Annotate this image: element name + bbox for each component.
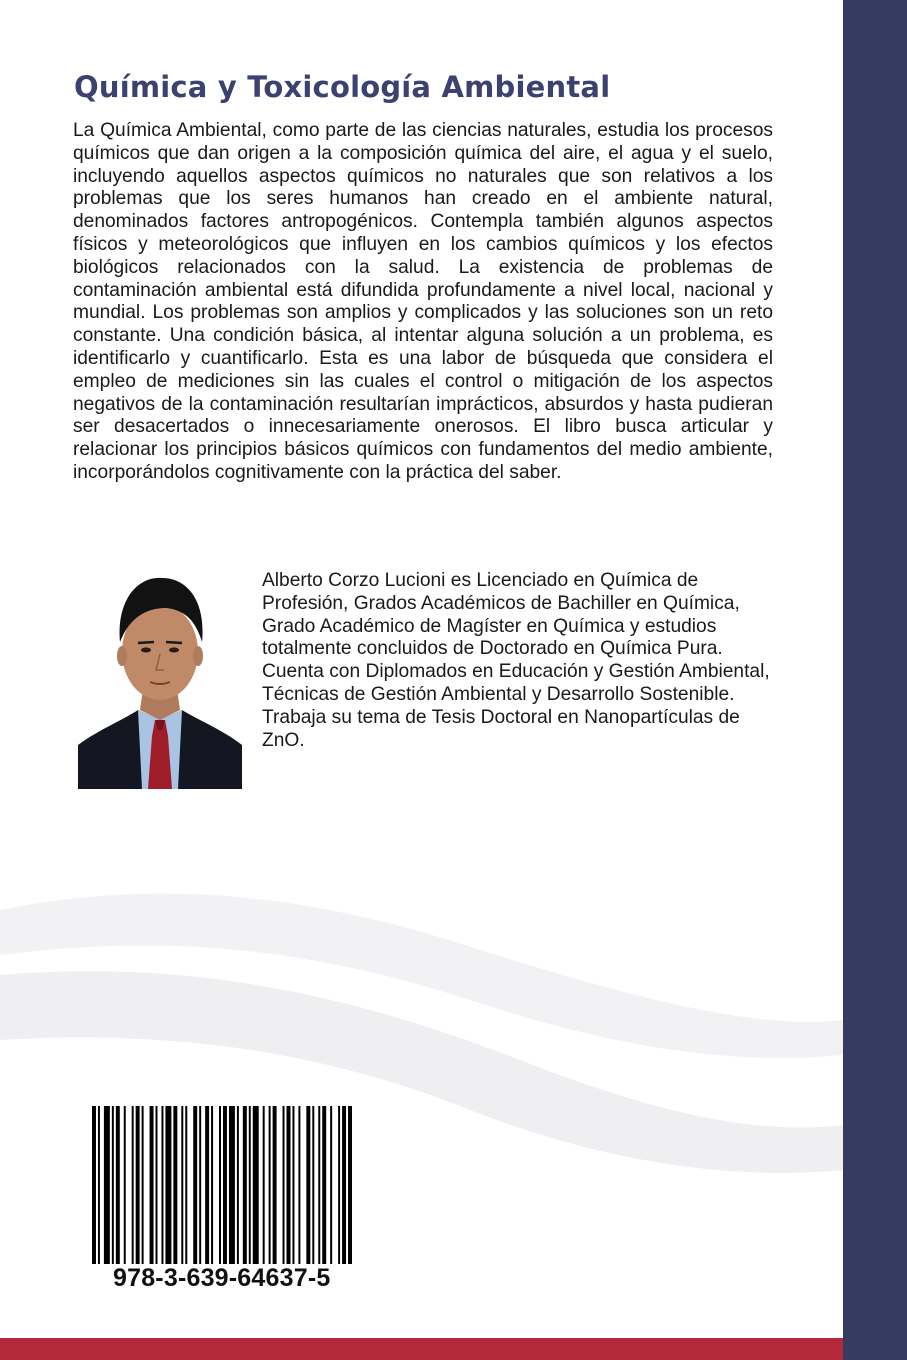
barcode-bar (173, 1106, 177, 1264)
barcode-bar (156, 1106, 158, 1264)
author-biography: Alberto Corzo Lucioni es Licenciado en Química de Profesión, Grados Académicos de Bachiller en Química, Grado Académico de Magíster en Química y estudios totalmente concluidos de Doctorado en Química Pura. Cuenta con Diplomados en Educación y Gestión Ambiental, Técnicas de Gestión Ambiental y Desarrollo Sostenible. Trabaja su tema de Tesis Doctoral en Nanopartículas de ZnO. (262, 570, 770, 751)
barcode-bar (132, 1106, 134, 1264)
book-title: Química y Toxicología Ambiental (74, 70, 611, 104)
barcode-bar (181, 1106, 183, 1264)
barcode-bar (223, 1106, 227, 1264)
barcode-bar (306, 1106, 310, 1264)
barcode-bar (98, 1106, 100, 1264)
barcode-bar (142, 1106, 144, 1264)
barcode-bar (292, 1106, 294, 1264)
barcode-bar (150, 1106, 154, 1264)
barcode-bar (193, 1106, 197, 1264)
barcode-bar (298, 1106, 300, 1264)
barcode-bar (199, 1106, 201, 1264)
barcode-bar (287, 1106, 291, 1264)
barcode-bar (219, 1106, 221, 1264)
barcode-bar (116, 1106, 120, 1264)
cover-bottom-band (0, 1338, 843, 1360)
barcode-bar (92, 1106, 96, 1264)
isbn-barcode (86, 1106, 358, 1264)
barcode-bar (165, 1106, 171, 1264)
barcode-bar (229, 1106, 235, 1264)
book-description: La Química Ambiental, como parte de las ciencias naturales, estudia los procesos químicos que dan origen a la composición química del aire, el agua y el suelo, incluyendo aquellos aspectos químicos no naturales que son relativos a los problemas que los seres humanos han creado en el ambiente natural, denominados factores antropogénicos. Contempla también algunos aspectos físicos y meteorológicos que influyen en los cambios químicos y los efectos biológicos relacionados con la salud. La existencia de problemas de contaminación ambiental está difundida profundamente a nivel local, nacional y mundial. Los problemas son amplios y complicados y las soluciones son un reto constante. Una condición básica, al intentar alguna solución a un problema, es identificarlo y cuantificarlo. Esta es una labor de búsqueda que considera el empleo de mediciones sin las cuales el control o mitigación de los aspectos negativos de la contaminación resultarían imprácticos, absurdos y hasta pudieran ser desacertados o innecesariamente onerosos. El libro busca articular y relacionar los principios básicos químicos con fundamentos del medio ambiente, incorporándolos cognitivamente con la práctica del saber. (73, 120, 773, 483)
barcode-bar (273, 1106, 277, 1264)
barcode-bar (263, 1106, 265, 1264)
barcode-bar (205, 1106, 209, 1264)
barcode-bar (211, 1106, 213, 1264)
barcode-bar (237, 1106, 239, 1264)
barcode-bar (322, 1106, 326, 1264)
barcode-bar (338, 1106, 340, 1264)
barcode-bar (330, 1106, 332, 1264)
barcode-bar (124, 1106, 126, 1264)
barcode-bar (312, 1106, 314, 1264)
barcode-bar (283, 1106, 285, 1264)
barcode-bar (348, 1106, 352, 1264)
barcode-bar (104, 1106, 110, 1264)
author-photo (78, 570, 242, 789)
barcode-bar (161, 1106, 163, 1264)
barcode-bar (112, 1106, 114, 1264)
barcode-bar (318, 1106, 320, 1264)
isbn-number: 978-3-639-64637-5 (113, 1264, 331, 1292)
barcode-bar (269, 1106, 271, 1264)
barcode-bar (243, 1106, 247, 1264)
cover-spine-bar (843, 0, 907, 1360)
barcode-bar (253, 1106, 259, 1264)
barcode-bar (185, 1106, 187, 1264)
barcode-bar (342, 1106, 346, 1264)
barcode-bar (136, 1106, 140, 1264)
barcode-bar (249, 1106, 251, 1264)
